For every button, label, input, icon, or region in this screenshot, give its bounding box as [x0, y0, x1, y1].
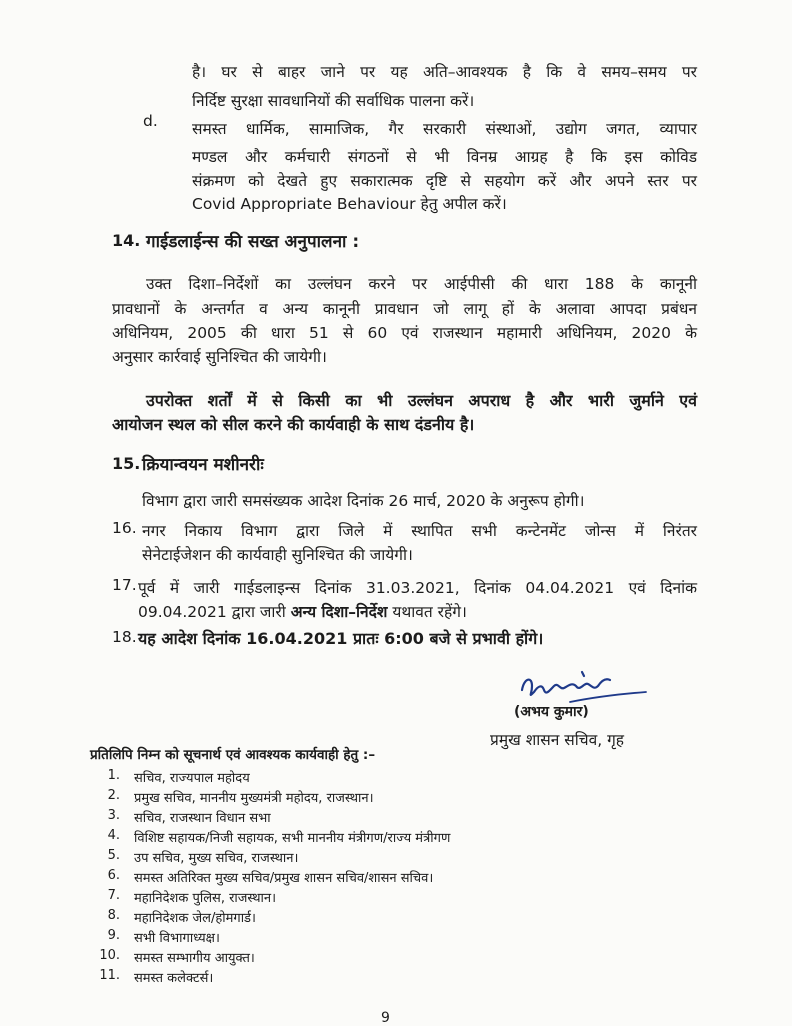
- section-17-line-2-bold: अन्य दिशा–निर्देश: [290, 603, 388, 621]
- copy-to-item-number: 2.: [107, 788, 120, 803]
- copy-to-item-text: प्रमुख सचिव, माननीय मुख्यमंत्री महोदय, राजस्थान।: [134, 791, 374, 806]
- intro-line-2: निर्दिष्ट सुरक्षा सावधानियों की सर्वाधिक पालना करें।: [192, 92, 475, 110]
- signatory-designation: प्रमुख शासन सचिव, गृह: [490, 731, 625, 749]
- copy-to-item-text: सचिव, राजस्थान विधान सभा: [134, 811, 271, 826]
- section-14-p2-line-1: उपरोक्त शर्तों में से किसी का भी उल्लंघन अपराध है और भारी जुर्माने एवं: [146, 391, 697, 410]
- section-14-p1-line-4: अनुसार कार्रवाई सुनिश्चित की जायेगी।: [112, 348, 327, 366]
- copy-to-heading: प्रतिलिपि निम्न को सूचनार्थ एवं आवश्यक कार्यवाही हेतु :–: [90, 747, 376, 763]
- section-16-line-2: सेनेटाईजेशन की कार्यवाही सुनिश्चित की जायेगी।: [142, 546, 413, 564]
- item-d-line-3: संक्रमण को देखते हुए सकारात्मक दृष्टि से सहयोग करें और अपने स्तर पर: [192, 172, 697, 190]
- section-14-p2-line-2: आयोजन स्थल को सील करने की कार्यवाही के साथ दंडनीय है।: [112, 415, 475, 434]
- section-15-text: विभाग द्वारा जारी समसंख्यक आदेश दिनांक 26 मार्च, 2020 के अनुरूप होगी।: [142, 492, 585, 510]
- copy-to-item-text: महानिदेशक जेल/होमगार्ड।: [134, 911, 256, 926]
- section-16-number: 16.: [112, 519, 137, 537]
- section-15-title: क्रियान्वयन मशीनरीः: [142, 455, 264, 475]
- section-18-number: 18.: [112, 628, 137, 646]
- item-d-line-4: Covid Appropriate Behaviour हेतु अपील करें।: [192, 195, 507, 213]
- copy-to-item-text: समस्त सम्भागीय आयुक्त।: [134, 951, 255, 966]
- section-15-number: 15.: [112, 454, 141, 473]
- copy-to-item-number: 1.: [107, 768, 120, 783]
- copy-to-item-number: 9.: [107, 928, 120, 943]
- copy-to-item-text: समस्त अतिरिक्त मुख्य सचिव/प्रमुख शासन सचिव/शासन सचिव।: [134, 871, 434, 886]
- section-14-p1-line-2: प्रावधानों के अन्तर्गत व अन्य कानूनी प्रावधान जो लागू हों के अलावा आपदा प्रबंधन: [112, 300, 697, 318]
- section-17-line-2-c: यथावत रहेंगे।: [387, 603, 467, 621]
- copy-to-item-number: 3.: [107, 808, 120, 823]
- signatory-name: (अभय कुमार): [514, 704, 589, 720]
- copy-to-item-number: 10.: [99, 948, 120, 963]
- section-16-line-1: नगर निकाय विभाग द्वारा जिले में स्थापित सभी कन्टेनमेंट जोन्स में निरंतर: [142, 522, 697, 540]
- section-14-p1-line-1: उक्त दिशा–निर्देशों का उल्लंघन करने पर आईपीसी की धारा 188 के कानूनी: [146, 275, 697, 293]
- copy-to-item-text: उप सचिव, मुख्य सचिव, राजस्थान।: [134, 851, 299, 866]
- item-d-line-1: समस्त धार्मिक, सामाजिक, गैर सरकारी संस्थाओं, उद्योग जगत, व्यापार: [192, 120, 697, 138]
- section-14-p1-line-3: अधिनियम, 2005 की धारा 51 से 60 एवं राजस्थान महामारी अधिनियम, 2020 के: [112, 324, 697, 342]
- copy-to-item-text: महानिदेशक पुलिस, राजस्थान।: [134, 891, 277, 906]
- section-17-line-2-a: 09.04.2021 द्वारा जारी: [138, 603, 291, 621]
- item-d-line-2: मण्डल और कर्मचारी संगठनों से भी विनम्र आग्रह है कि इस कोविड: [192, 148, 697, 166]
- section-14-number: 14.: [112, 231, 141, 250]
- intro-line-1: है। घर से बाहर जाने पर यह अति–आवश्यक है कि वे समय–समय पर: [192, 63, 697, 81]
- page-number: 9: [381, 1010, 390, 1026]
- section-14-title: गाईडलाईन्स की सख्त अनुपालना :: [146, 232, 360, 252]
- copy-to-item-text: समस्त कलेक्टर्स।: [134, 971, 214, 986]
- item-d-marker: d.: [143, 112, 158, 130]
- copy-to-item-number: 6.: [107, 868, 120, 883]
- section-17-line-2: [138, 600, 467, 622]
- copy-to-item-number: 11.: [99, 968, 120, 983]
- section-17-number: 17.: [112, 576, 137, 594]
- section-18-text: यह आदेश दिनांक 16.04.2021 प्रातः 6:00 बजे से प्रभावी होंगे।: [138, 629, 544, 648]
- copy-to-item-number: 7.: [107, 888, 120, 903]
- copy-to-item-text: सचिव, राज्यपाल महोदय: [134, 771, 250, 786]
- copy-to-item-text: सभी विभागाध्यक्ष।: [134, 931, 220, 946]
- section-17-line-1: पूर्व में जारी गाईडलाइन्स दिनांक 31.03.2021, दिनांक 04.04.2021 एवं दिनांक: [138, 579, 697, 597]
- copy-to-item-number: 4.: [107, 828, 120, 843]
- copy-to-item-text: विशिष्ट सहायक/निजी सहायक, सभी माननीय मंत्रीगण/राज्य मंत्रीगण: [134, 831, 451, 846]
- copy-to-item-number: 8.: [107, 908, 120, 923]
- copy-to-item-number: 5.: [107, 848, 120, 863]
